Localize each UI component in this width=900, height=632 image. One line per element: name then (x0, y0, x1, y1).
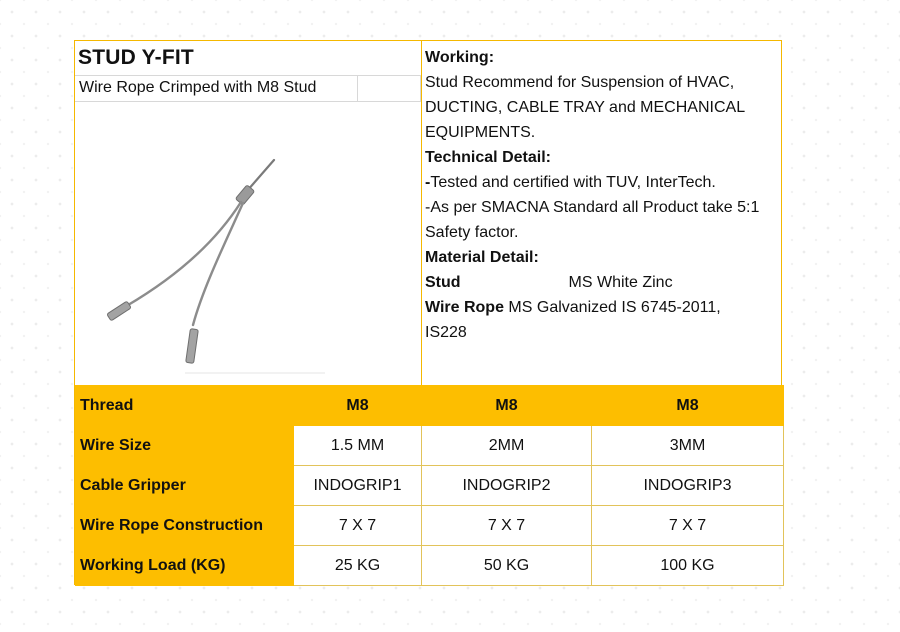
table-cell: 2MM (422, 426, 592, 466)
table-cell: INDOGRIP3 (592, 466, 784, 506)
technical-line (425, 170, 781, 195)
row-label: Working Load (KG) (76, 546, 294, 586)
spec-table (75, 385, 784, 586)
technical-heading: Technical Detail: (425, 149, 551, 166)
wire-rope-value: MS Galvanized IS 6745-2011, (503, 299, 721, 316)
header-cell: M8 (294, 386, 422, 426)
y-fit-wire-rope-icon (75, 103, 421, 385)
table-cell: 3MM (592, 426, 784, 466)
table-row (76, 466, 784, 506)
header-cell: M8 (422, 386, 592, 426)
product-image (75, 103, 421, 385)
table-cell: 7 X 7 (592, 506, 784, 546)
table-cell: INDOGRIP2 (422, 466, 592, 506)
stud-label: Stud (425, 274, 461, 291)
product-sheet (74, 40, 782, 585)
table-cell: 25 KG (294, 546, 422, 586)
material-heading: Material Detail: (425, 249, 539, 266)
wire-rope-value-cont: IS228 (425, 324, 467, 341)
subtitle-empty-cell (357, 75, 421, 102)
technical-line: -As per SMACNA Standard all Product take 5:1 (425, 199, 760, 216)
row-label: Wire Rope Construction (76, 506, 294, 546)
working-line: EQUIPMENTS. (425, 124, 536, 141)
header-label: Thread (76, 386, 294, 426)
product-title: STUD Y-FIT (78, 46, 194, 69)
wire-rope-material (425, 295, 781, 320)
row-label: Cable Gripper (76, 466, 294, 506)
technical-dash: - (425, 174, 431, 191)
header-cell: M8 (592, 386, 784, 426)
wire-rope-label: Wire Rope (425, 299, 504, 316)
table-row (76, 546, 784, 586)
table-cell: 100 KG (592, 546, 784, 586)
table-row (76, 426, 784, 466)
technical-line-text: Tested and certified with TUV, InterTech. (430, 174, 716, 191)
table-header-row (76, 386, 784, 426)
working-line: Stud Recommend for Suspension of HVAC, (425, 74, 735, 91)
stud-material (425, 270, 781, 295)
table-cell: 1.5 MM (294, 426, 422, 466)
column-divider (421, 41, 422, 385)
technical-line: Safety factor. (425, 224, 519, 241)
stud-value: MS White Zinc (568, 274, 673, 291)
table-cell: 7 X 7 (422, 506, 592, 546)
table-row (76, 506, 784, 546)
table-cell: 7 X 7 (294, 506, 422, 546)
working-line: DUCTING, CABLE TRAY and MECHANICAL (425, 99, 746, 116)
row-label: Wire Size (76, 426, 294, 466)
working-heading: Working: (425, 49, 495, 66)
table-cell: 50 KG (422, 546, 592, 586)
table-cell: INDOGRIP1 (294, 466, 422, 506)
product-subtitle: Wire Rope Crimped with M8 Stud (79, 79, 317, 96)
info-panel (425, 45, 781, 345)
